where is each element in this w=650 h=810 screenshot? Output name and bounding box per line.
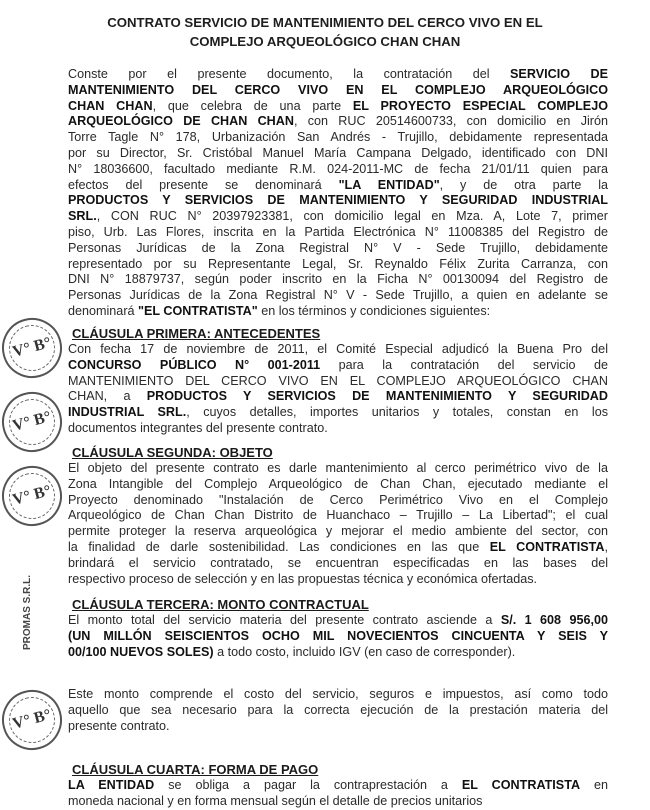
text-run: , — [604, 539, 608, 554]
approval-stamp: V° B° — [0, 459, 69, 532]
intro-paragraph — [68, 67, 608, 320]
text-run: , CON RUC N° 20397923381, con domicilio legal en Mza. A, Lote 7, primer — [96, 209, 608, 224]
bold-text-run: MANTENIMIENTO DEL CERCO VIVO EN EL COMPLEJO ARQUEOLÓGICO — [68, 82, 608, 97]
clause-1-text — [68, 342, 608, 437]
text-run: Torre Tagle N° 178, Urbanización San Andrés - Trujillo, debidamente representada — [68, 130, 608, 145]
text-line — [68, 225, 608, 241]
text-line — [68, 304, 608, 320]
text-run: respectivo proceso de selección y en las propuestas técnica y económica ofertadas. — [68, 571, 538, 586]
text-run: piso, Urb. Las Flores, inscrita en la Partida Electrónica N° 11008385 del Registro de — [68, 224, 608, 239]
text-line — [68, 645, 608, 661]
bold-text-run: (UN MILLÓN SEISCIENTOS OCHO MIL NOVECIENTOS CINCUENTA Y SEIS Y — [68, 628, 608, 643]
text-run: representado por su Representante Legal, Sr. Reynaldo Félix Zurita Carranza, con — [68, 256, 608, 271]
text-run: para la contratación del servicio de — [320, 357, 608, 372]
text-line — [68, 461, 608, 477]
text-run: Conste por el presente documento, la contratación del — [68, 67, 511, 81]
text-line — [68, 421, 608, 437]
title-line-2: COMPLEJO ARQUEOLÓGICO CHAN CHAN — [189, 34, 461, 49]
text-line — [68, 374, 608, 390]
text-line — [68, 83, 608, 99]
text-run: , cuyos detalles, importes unitarios y totales, constan en los — [186, 405, 608, 420]
text-line — [68, 613, 608, 629]
text-line — [68, 288, 608, 304]
text-line — [68, 540, 608, 556]
text-run: El objeto del presente contrato es darle mantenimiento al cerco perimétrico vivo de la — [68, 461, 608, 475]
text-line — [68, 556, 608, 572]
text-line — [68, 493, 608, 509]
text-line — [68, 389, 608, 405]
text-run: por su Director, Sr. Cristóbal Manuel María Campana Delgado, identificado con DNI — [68, 145, 608, 160]
text-line — [68, 257, 608, 273]
text-run: permite proteger la reserva arqueológica y mejorar el medio ambiente del sector, con — [68, 524, 608, 539]
text-run: DNI N° 18879737, según poder inscrito en la Ficha N° 00130094 del Registro de — [68, 272, 608, 287]
text-run: documentos integrantes del presente contrato. — [68, 420, 328, 435]
bold-text-run: LA ENTIDAD — [68, 778, 155, 792]
text-run: en — [580, 778, 609, 792]
text-line — [68, 193, 608, 209]
text-run: Personas Jurídicas de la Zona Registral N° V - Sede Trujillo, a quien en adelante se — [68, 288, 608, 303]
text-line — [68, 358, 608, 374]
text-run: denominará — [68, 303, 139, 318]
clause-3-paragraph-2 — [68, 687, 608, 734]
clause-1-heading: CLÁUSULA PRIMERA: ANTECEDENTES — [72, 326, 321, 341]
bold-text-run: INDUSTRIAL SRL. — [68, 405, 187, 420]
bold-text-run: EL CONTRATISTA — [461, 778, 581, 792]
bold-text-run: "LA ENTIDAD" — [338, 177, 440, 192]
text-run: a todo costo, incluido IGV (en caso de corresponder). — [213, 644, 516, 659]
bold-text-run: CHAN CHAN — [68, 98, 153, 113]
clause-4-heading: CLÁUSULA CUARTA: FORMA DE PAGO — [72, 762, 319, 777]
text-line — [68, 272, 608, 288]
bold-text-run: 00/100 NUEVOS SOLES) — [68, 644, 214, 659]
clause-2-text — [68, 461, 608, 587]
clause-4-text — [68, 778, 608, 810]
approval-stamp: V° B° — [0, 385, 69, 458]
text-line — [68, 778, 608, 794]
text-line — [68, 508, 608, 524]
text-line — [68, 629, 608, 645]
bold-text-run: SRL. — [68, 209, 97, 224]
text-line — [68, 114, 608, 130]
text-run: Con fecha 17 de noviembre de 2011, el Comité Especial adjudicó la Buena Pro del — [68, 342, 608, 356]
text-run: Este monto comprende el costo del servicio, seguros e impuestos, así como todo — [68, 687, 608, 701]
approval-stamp: V° B° — [0, 311, 69, 384]
text-run: se obliga a pagar la contraprestación a — [154, 778, 462, 792]
text-run: aquello que sea necesario para la correcta ejecución de la prestación materia del — [68, 702, 608, 717]
text-line — [68, 703, 608, 719]
text-run: Zona Intangible del Complejo Arqueológico de Chan Chan, ejecutado mediante el — [68, 476, 608, 491]
bold-text-run: PRODUCTOS Y SERVICIOS DE MANTENIMIENTO Y SEGURIDAD INDUSTRIAL — [68, 193, 608, 208]
text-run: CHAN, a — [68, 389, 147, 404]
bold-text-run: SERVICIO DE — [510, 67, 608, 81]
clause-3-heading: CLÁUSULA TERCERA: MONTO CONTRACTUAL — [72, 597, 369, 612]
clause-3-text — [68, 613, 608, 660]
text-run: N° 18036600, facultado mediante R.M. 024-2011-MC de fecha 21/01/11 quien para — [68, 161, 608, 176]
text-line — [68, 405, 608, 421]
text-line — [68, 99, 608, 115]
text-run: , que celebra de una parte — [152, 98, 353, 113]
text-run: Proyecto denominado "Instalación de Cerco Perimétrico Vivo en el Complejo — [68, 492, 608, 507]
text-line — [68, 209, 608, 225]
bold-text-run: "EL CONTRATISTA" — [138, 303, 258, 318]
text-run: Arqueológico de Chan Chan Distrito de Huanchaco – Trujillo – La Libertad"; el cual — [68, 508, 608, 523]
bold-text-run: CONCURSO PÚBLICO N° 001-2011 — [68, 357, 321, 372]
text-run: Personas Jurídicas de la Zona Registral N° V - Sede Trujillo, debidamente — [68, 240, 608, 255]
bold-text-run: EL CONTRATISTA — [489, 539, 605, 554]
approval-stamp: V° B° — [0, 683, 69, 756]
bold-text-run: S/. 1 608 956,00 — [500, 613, 608, 627]
text-run: presente contrato. — [68, 718, 170, 733]
text-run: en los términos y condiciones siguientes: — [257, 303, 491, 318]
text-run: El monto total del servicio materia del presente contrato asciende a — [68, 613, 501, 627]
bold-text-run: PRODUCTOS Y SERVICIOS DE MANTENIMIENTO Y SEGURIDAD — [146, 389, 609, 404]
text-run: brindará el servicio contratado, se encuentran especificadas en las bases del — [68, 555, 608, 570]
bold-text-run: EL PROYECTO ESPECIAL COMPLEJO — [352, 98, 608, 113]
title-line-1: CONTRATO SERVICIO DE MANTENIMIENTO DEL CERCO VIVO EN EL — [107, 15, 543, 30]
text-line — [68, 67, 608, 83]
clause-2-heading: CLÁUSULA SEGUNDA: OBJETO — [72, 445, 273, 460]
text-line — [68, 342, 608, 358]
text-line — [68, 572, 608, 588]
company-seal-text: PROMAS S.R.L. — [22, 574, 33, 650]
text-line — [68, 719, 608, 735]
bold-text-run: ARQUEOLÓGICO DE CHAN CHAN — [68, 114, 294, 129]
text-run: moneda nacional y en forma mensual según el detalle de precios unitarios — [68, 793, 483, 808]
text-line — [68, 130, 608, 146]
text-line — [68, 687, 608, 703]
text-line — [68, 162, 608, 178]
text-run: , y de otra parte la — [439, 177, 609, 192]
text-line — [68, 477, 608, 493]
text-run: MANTENIMIENTO DEL CERCO VIVO EN EL COMPLEJO ARQUEOLÓGICO CHAN — [68, 373, 608, 388]
text-run: la finalidad de darle sostenibilidad. Las condiciones en las que — [68, 539, 490, 554]
text-run: , con RUC 20514600733, con domicilio en Jirón — [293, 114, 608, 129]
text-line — [68, 794, 608, 810]
text-line — [68, 524, 608, 540]
text-run: efectos del presente se denominará — [68, 177, 339, 192]
text-line — [68, 146, 608, 162]
text-line — [68, 241, 608, 257]
text-line — [68, 178, 608, 194]
document-title — [0, 13, 650, 51]
